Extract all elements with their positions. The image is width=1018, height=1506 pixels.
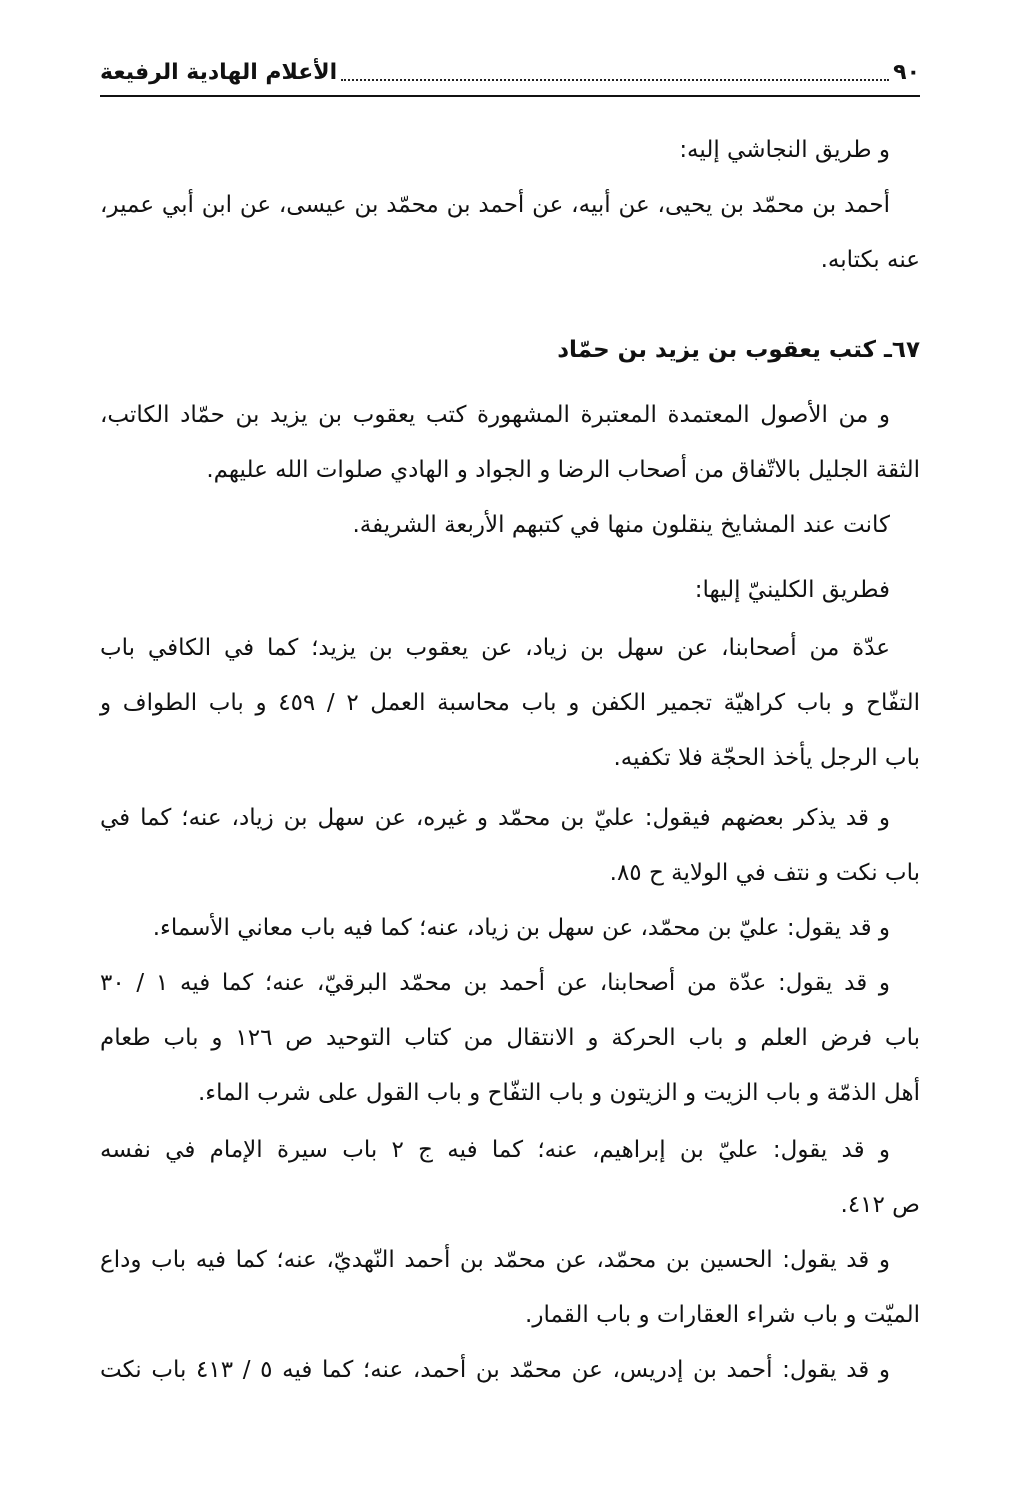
text-line: و قد يقول: عليّ بن إبراهيم، عنه؛ كما فيه ج ٢ باب سيرة الإمام في نفسه [100, 1137, 890, 1163]
text-line: أحمد بن محمّد بن يحيى، عن أبيه، عن أحمد بن محمّد بن عيسى، عن ابن أبي عمير، [100, 192, 890, 218]
text-line: و قد يقول: عدّة من أصحابنا، عن أحمد بن محمّد البرقيّ، عنه؛ كما فيه ١ / ٣٠ [100, 970, 891, 996]
text-line: و قد يذكر بعضهم فيقول: عليّ بن محمّد و غيره، عن سهل بن زياد، عنه؛ كما في [100, 805, 890, 831]
section-heading: ٦٧ـ كتب يعقوب بن يزيد بن حمّاد [557, 337, 920, 363]
header-rule [100, 95, 920, 97]
text-line: و قد يقول: أحمد بن إدريس، عن محمّد بن أحمد، عنه؛ كما فيه ٥ / ٤١٣ باب نكت [100, 1357, 891, 1383]
page-number: ٩٠ [893, 59, 920, 85]
text-line: عدّة من أصحابنا، عن سهل بن زياد، عن يعقوب بن يزيد؛ كما في الكافي باب [100, 635, 890, 661]
text-line: التفّاح و باب كراهيّة تجمير الكفن و باب محاسبة العمل ٢ / ٤٥٩ و باب الطواف و [100, 690, 920, 716]
text-line: الميّت و باب شراء العقارات و باب القمار. [525, 1302, 920, 1328]
text-line: باب نكت و نتف في الولاية ح ٨٥. [609, 860, 920, 886]
text-line: و من الأصول المعتمدة المعتبرة المشهورة كتب يعقوب بن يزيد بن حمّاد الكاتب، [100, 402, 890, 428]
running-title: الأعلام الهادية الرفيعة [100, 59, 338, 85]
text-line: و طريق النجاشي إليه: [679, 137, 890, 163]
text-line: باب فرض العلم و باب الحركة و الانتقال من كتاب التوحيد ص ١٢٦ و باب طعام [100, 1025, 920, 1051]
header-leader-dots [341, 63, 889, 81]
text-line: أهل الذمّة و باب الزيت و الزيتون و باب التفّاح و باب القول على شرب الماء. [197, 1080, 920, 1106]
text-line: ص ٤١٢. [840, 1192, 920, 1218]
text-line: و قد يقول: عليّ بن محمّد، عن سهل بن زياد، عنه؛ كما فيه باب معاني الأسماء. [152, 915, 890, 941]
page-header [100, 52, 920, 92]
text-line: الثقة الجليل بالاتّفاق من أصحاب الرضا و الجواد و الهادي صلوات الله عليهم. [206, 457, 920, 483]
text-line: عنه بكتابه. [820, 247, 920, 273]
text-line: و قد يقول: الحسين بن محمّد، عن محمّد بن أحمد النّهديّ، عنه؛ كما فيه باب وداع [100, 1247, 890, 1273]
text-line: باب الرجل يأخذ الحجّة فلا تكفيه. [613, 745, 920, 771]
text-line: فطريق الكلينيّ إليها: [694, 577, 890, 603]
text-line: كانت عند المشايخ ينقلون منها في كتبهم الأربعة الشريفة. [352, 512, 890, 538]
